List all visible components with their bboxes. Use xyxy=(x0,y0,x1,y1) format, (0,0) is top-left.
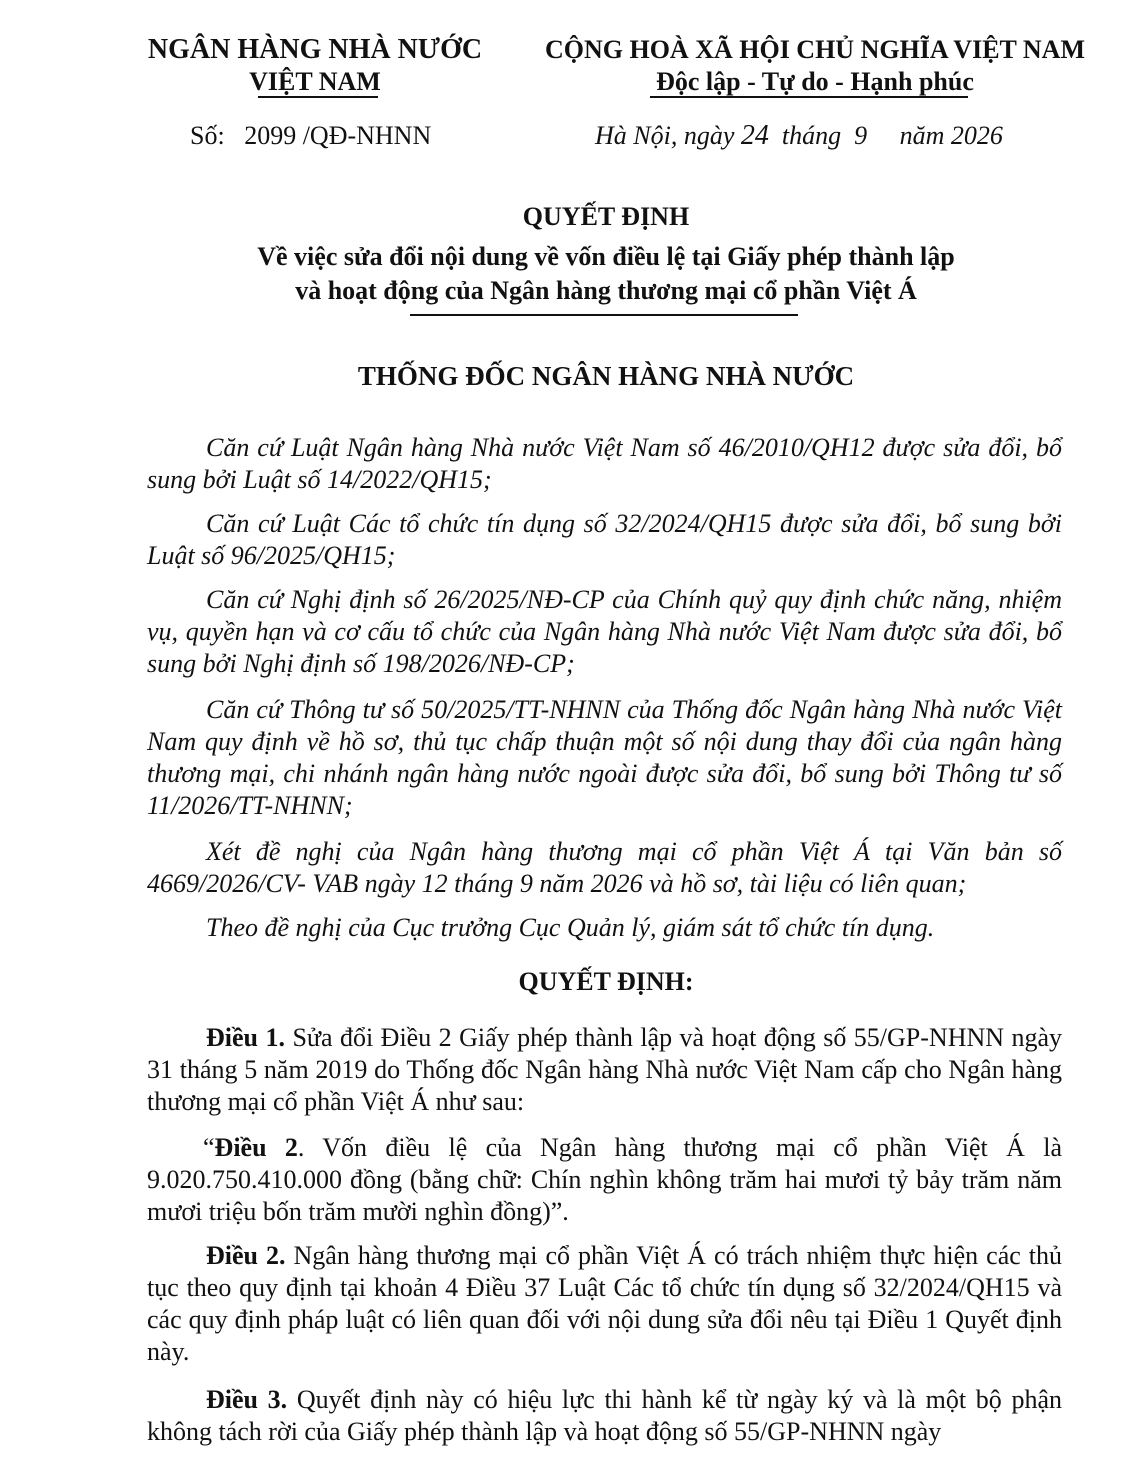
article-3-text: Quyết định này có hiệu lực thi hành kể từ ngày ký và là một bộ phận không tách rời của Giấy phép thành lập và hoạt động số 55/GP-NHNN ngày xyxy=(147,1385,1062,1446)
document-type: QUYẾT ĐỊNH xyxy=(522,202,690,231)
number-value: 2099 /QĐ-NHNN xyxy=(244,121,432,150)
article-2 xyxy=(147,1240,1062,1368)
article-2-text: Ngân hàng thương mại cổ phần Việt Á có trách nhiệm thực hiện các thủ tục theo quy định tại khoản 4 Điều 37 Luật Các tổ chức tín dụng số 32/2024/QH15 và các quy định pháp luật có liên quan đối với nội dung sửa đổi nêu tại Điều 1 Quyết định này. xyxy=(147,1241,1063,1366)
org-country: VIỆT NAM xyxy=(249,67,381,96)
motto: Độc lập - Tự do - Hạnh phúc xyxy=(656,67,974,96)
subject-underline xyxy=(410,314,798,316)
place-prefix: Hà Nội, ngày xyxy=(595,121,735,150)
day: 24 xyxy=(740,120,769,151)
preamble-item: Căn cứ Thông tư số 50/2025/TT-NHNN của Thống đốc Ngân hàng Nhà nước Việt Nam quy định về hồ sơ, thủ tục chấp thuận một số nội dung thay đổi của ngân hàng thương mại, chi nhánh ngân hàng nước ngoài được sửa đổi, bổ sung bởi Thông tư số 11/2026/TT-NHNN; xyxy=(147,695,1062,820)
preamble-item: Xét đề nghị của Ngân hàng thương mại cổ phần Việt Á tại Văn bản số 4669/2026/CV- VAB ngày 12 tháng 9 năm 2026 và hồ sơ, tài liệu có liên quan; xyxy=(147,837,1062,898)
preamble-item: Căn cứ Nghị định số 26/2025/NĐ-CP của Chính quỷ quy định chức năng, nhiệm vụ, quyền hạn và cơ cấu tổ chức của Ngân hàng Nhà nước Việt Nam được sửa đổi, bổ sung bởi Nghị định số 198/2026/NĐ-CP; xyxy=(147,585,1062,678)
article-1-text: Sửa đổi Điều 2 Giấy phép thành lập và hoạt động số 55/GP-NHNN ngày 31 tháng 5 năm 2019 do Thống đốc Ngân hàng Nhà nước Việt Nam cấp cho Ngân hàng thương mại cổ phần Việt Á như sau: xyxy=(147,1023,1063,1116)
article-3 xyxy=(147,1384,1062,1448)
quote-text: . Vốn điều lệ của Ngân hàng thương mại cổ phần Việt Á là 9.020.750.410.000 đồng (bằng chữ: Chín nghìn không trăm hai mươi tỷ bảy trăm năm mươi triệu bốn trăm mười nghìn đồng)”. xyxy=(147,1133,1062,1226)
motto-underline xyxy=(650,96,968,98)
document-subject xyxy=(100,240,1112,308)
issuing-organization xyxy=(140,34,490,98)
subject-line-2: và hoạt động của Ngân hàng thương mại cổ phần Việt Á xyxy=(295,276,917,305)
org-underline xyxy=(258,96,378,98)
article-3-label: Điều 3. xyxy=(206,1385,288,1414)
authority-heading: THỐNG ĐỐC NGÂN HÀNG NHÀ NƯỚC xyxy=(357,361,855,391)
decision-heading: QUYẾT ĐỊNH: xyxy=(518,967,694,996)
month-label: tháng xyxy=(781,121,842,150)
year: năm 2026 xyxy=(899,121,1003,150)
document-number xyxy=(190,120,431,152)
month: 9 xyxy=(854,121,868,150)
article-1-label: Điều 1. xyxy=(206,1023,285,1052)
country-name: CỘNG HOÀ XÃ HỘI CHỦ NGHĨA VIỆT NAM xyxy=(544,35,1086,64)
org-name: NGÂN HÀNG NHÀ NƯỚC xyxy=(147,34,483,65)
quote-label: Điều 2 xyxy=(214,1133,298,1162)
preamble-item: Theo đề nghị của Cục trưởng Cục Quản lý, giám sát tổ chức tín dụng. xyxy=(206,913,935,942)
place-date xyxy=(595,120,1003,152)
subject-line-1: Về việc sửa đổi nội dung về vốn điều lệ tại Giấy phép thành lập xyxy=(257,242,955,271)
article-1 xyxy=(147,1022,1062,1118)
preamble-item: Căn cứ Luật Ngân hàng Nhà nước Việt Nam số 46/2010/QH12 được sửa đổi, bổ sung bởi Luật số 14/2022/QH15; xyxy=(147,433,1062,494)
preamble-item: Căn cứ Luật Các tổ chức tín dụng số 32/2024/QH15 được sửa đổi, bổ sung bởi Luật số 96/2025/QH15; xyxy=(147,509,1062,570)
national-title xyxy=(540,34,1090,98)
number-label: Số: xyxy=(190,121,225,150)
amended-article-quote xyxy=(147,1132,1062,1228)
quote-open: “ xyxy=(203,1133,215,1162)
article-2-label: Điều 2. xyxy=(206,1241,286,1270)
